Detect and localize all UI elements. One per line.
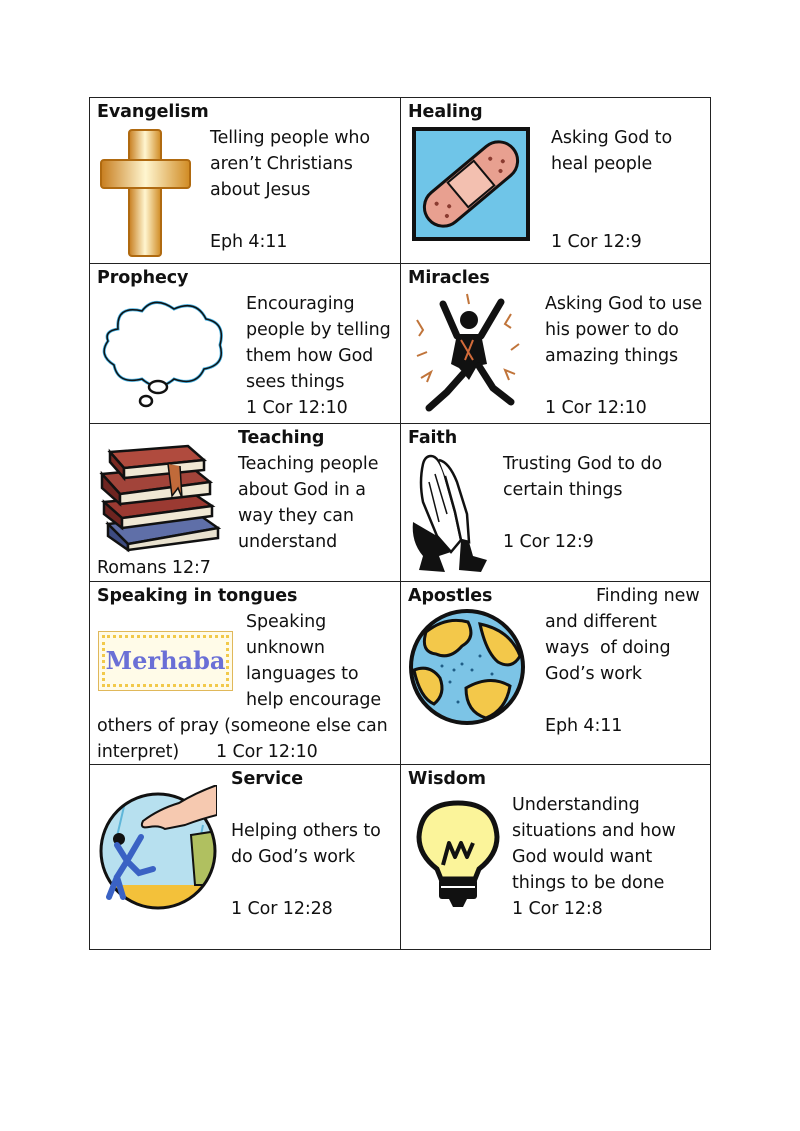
gift-desc-line: and different xyxy=(545,612,657,632)
cell-service xyxy=(90,765,401,950)
gift-desc-line: Asking God to xyxy=(551,128,673,148)
gift-title: Miracles xyxy=(408,268,490,288)
cell-healing xyxy=(401,98,711,264)
books-icon xyxy=(98,444,228,554)
gift-desc-line: amazing things xyxy=(545,346,679,366)
gift-ref: 1 Cor 12:10 xyxy=(545,398,647,418)
cell-apostles xyxy=(401,582,711,765)
gift-desc-line: about Jesus xyxy=(210,180,311,200)
gift-ref: Eph 4:11 xyxy=(545,716,623,736)
gift-desc-line: aren’t Christians xyxy=(210,154,353,174)
cell-evangelism xyxy=(90,98,401,264)
gift-desc-line: unknown xyxy=(246,638,325,658)
gift-title: Service xyxy=(231,769,304,789)
gift-title: Wisdom xyxy=(408,769,486,789)
gift-ref: 1 Cor 12:28 xyxy=(231,899,333,919)
jumping-person-icon xyxy=(407,290,533,420)
sign-text: Merhaba xyxy=(105,646,226,675)
gift-desc-line: do God’s work xyxy=(231,847,356,867)
gift-desc-line: way they can xyxy=(238,506,354,526)
gift-desc-line: interpret) xyxy=(97,742,180,762)
gift-desc-line: situations and how xyxy=(512,821,676,841)
praying-hands-icon xyxy=(409,452,491,574)
gift-ref: Eph 4:11 xyxy=(210,232,288,252)
gifts-table xyxy=(89,97,711,950)
gift-ref: Romans 12:7 xyxy=(97,558,211,578)
cell-miracles xyxy=(401,264,711,424)
gift-ref: 1 Cor 12:9 xyxy=(551,232,642,252)
gift-title: Apostles xyxy=(408,586,493,606)
cell-speaking-in-tongues xyxy=(90,582,401,765)
cross-icon xyxy=(99,128,192,259)
cell-wisdom xyxy=(401,765,711,950)
gift-desc-line: Encouraging xyxy=(246,294,355,314)
gift-desc-line: God’s work xyxy=(545,664,642,684)
gift-ref: 1 Cor 12:10 xyxy=(216,742,318,762)
gift-desc-line: Asking God to use xyxy=(545,294,703,314)
gift-desc-line: understand xyxy=(238,532,338,552)
gift-desc-line: his power to do xyxy=(545,320,679,340)
gift-desc-line: them how God xyxy=(246,346,374,366)
gift-title: Faith xyxy=(408,428,458,448)
gift-title: Teaching xyxy=(238,428,325,448)
gift-desc-line: Understanding xyxy=(512,795,640,815)
cell-faith xyxy=(401,424,711,582)
cell-prophecy xyxy=(90,264,401,424)
helping-hand-icon xyxy=(99,785,217,917)
gift-desc-line: things to be done xyxy=(512,873,665,893)
cell-teaching xyxy=(90,424,401,582)
gift-title: Speaking in tongues xyxy=(97,586,298,606)
gift-ref: 1 Cor 12:10 xyxy=(246,398,348,418)
merhaba-sign-icon xyxy=(98,631,233,691)
gift-desc-line: languages to xyxy=(246,664,359,684)
gift-ref: 1 Cor 12:9 xyxy=(503,532,594,552)
gift-desc-line: people by telling xyxy=(246,320,391,340)
gift-title: Evangelism xyxy=(97,102,209,122)
gift-desc-line: Telling people who xyxy=(210,128,371,148)
globe-icon xyxy=(406,608,528,726)
thought-bubble-icon xyxy=(98,299,228,409)
gift-desc-line: heal people xyxy=(551,154,653,174)
gift-desc-line: about God in a xyxy=(238,480,366,500)
gift-desc-line: help encourage xyxy=(246,690,382,710)
gift-desc-line: sees things xyxy=(246,372,345,392)
gift-title: Healing xyxy=(408,102,483,122)
gift-desc-line: God would want xyxy=(512,847,653,867)
gift-desc-line: Trusting God to do xyxy=(503,454,663,474)
gift-desc-line: certain things xyxy=(503,480,623,500)
gift-desc-line: others of pray (someone else can xyxy=(97,716,388,736)
gift-desc-line: Teaching people xyxy=(238,454,379,474)
lightbulb-icon xyxy=(413,799,503,909)
gift-desc-line: ways of doing xyxy=(545,638,671,658)
gift-desc-line: Helping others to xyxy=(231,821,381,841)
bandage-icon xyxy=(410,125,532,243)
gift-desc-line: Finding new xyxy=(596,586,700,606)
gift-ref: 1 Cor 12:8 xyxy=(512,899,603,919)
gift-title: Prophecy xyxy=(97,268,189,288)
gift-desc-line: Speaking xyxy=(246,612,327,632)
